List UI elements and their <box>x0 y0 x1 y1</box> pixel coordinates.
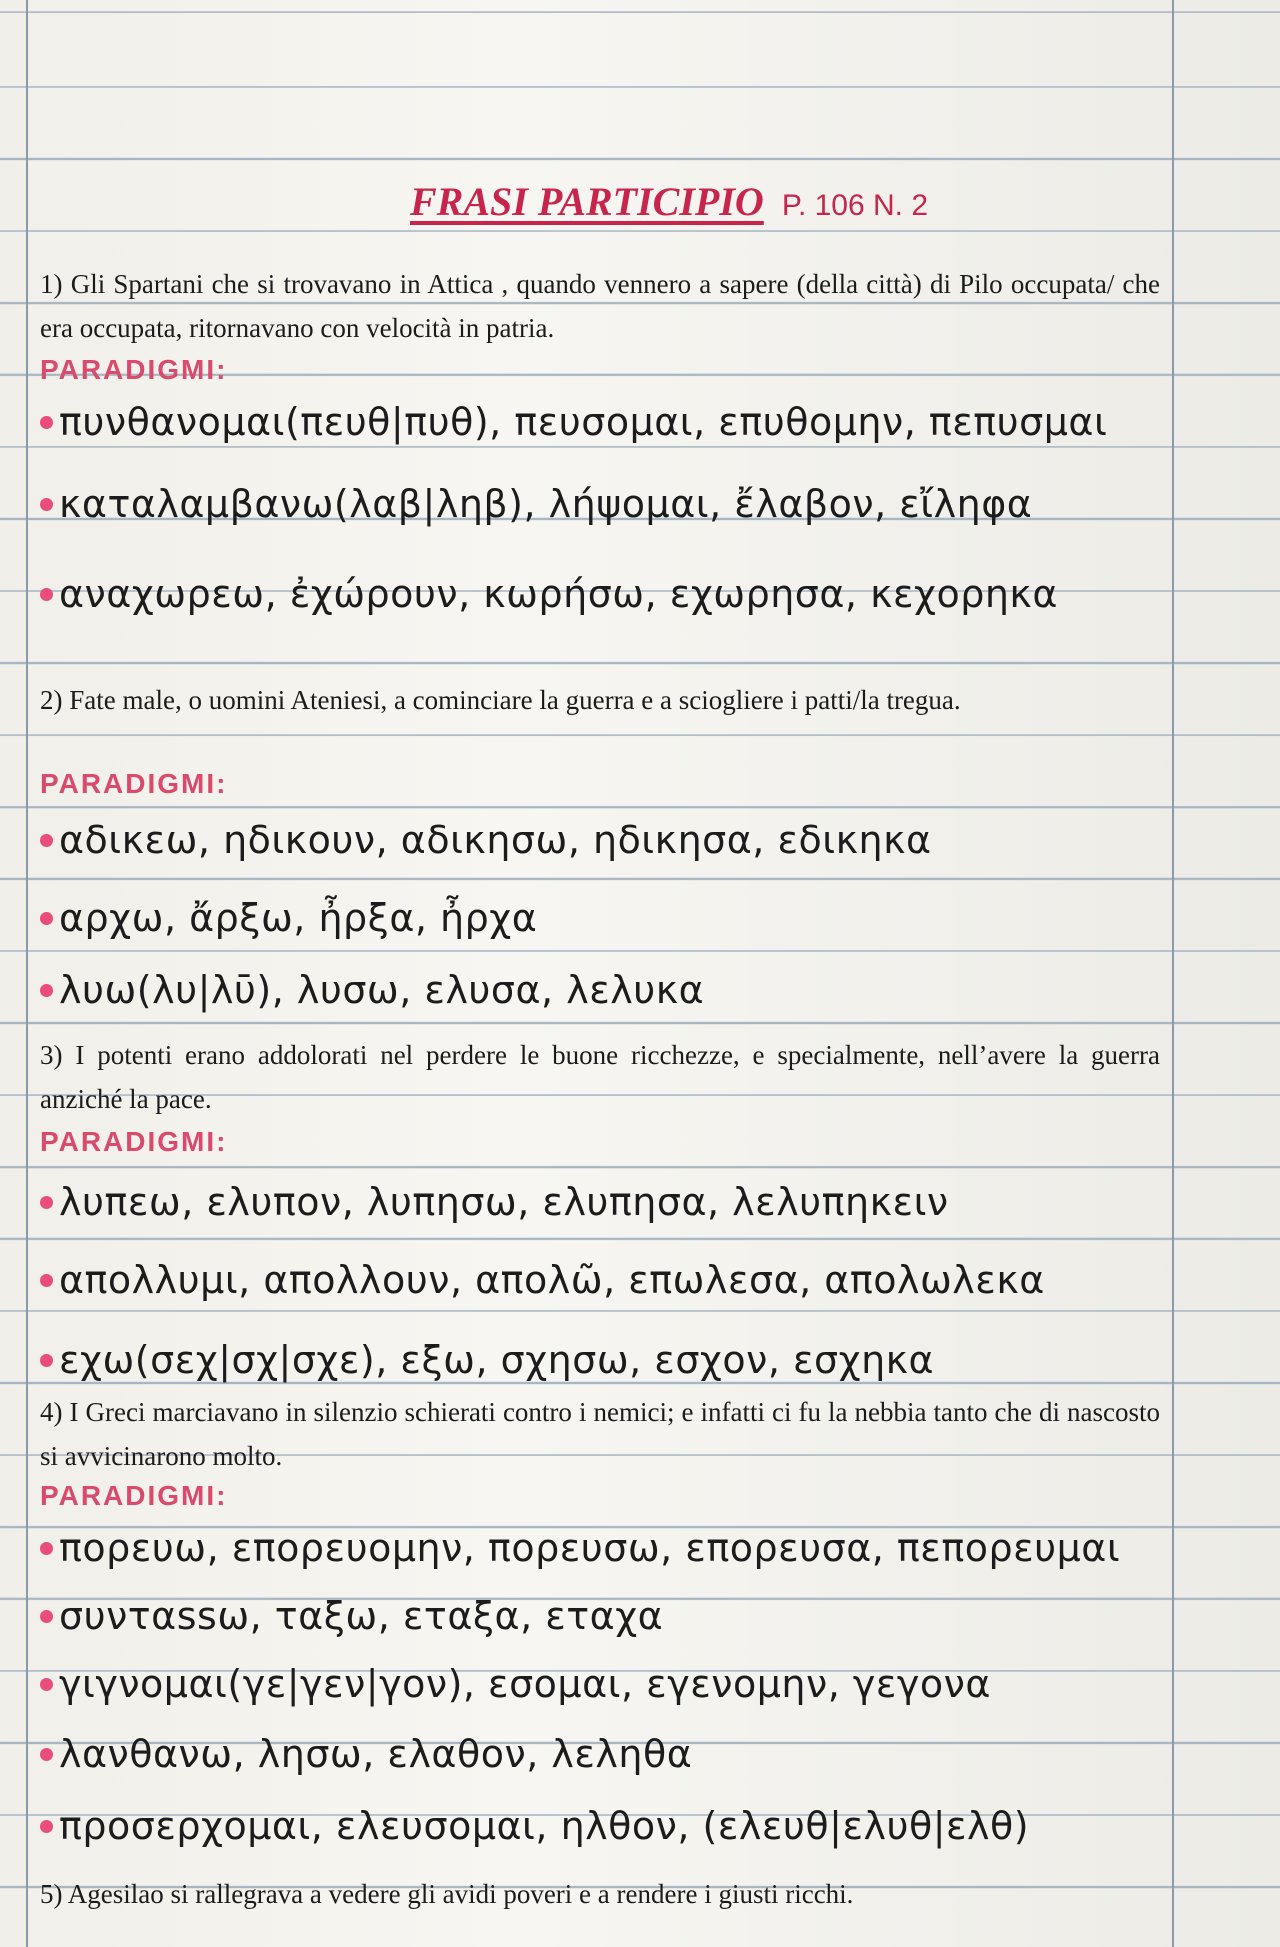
exercise-2-paradigm-label: PARADIGMI: <box>40 768 228 799</box>
exercise-1-paradigm-1: πυνθανομαι(πευθ|πυθ), πευσομαι, επυθομην, πεπυσμαι <box>40 400 1107 444</box>
bullet-dot <box>40 912 53 925</box>
bullet-dot <box>40 1610 53 1623</box>
exercise-3-paradigm-1: λυπεω, ελυπον, λυπησω, ελυπησα, λελυπηκειν <box>40 1180 949 1224</box>
exercise-4-sentence: 4) I Greci marciavano in silenzio schierati contro i nemici; e infatti ci fu la nebbia tanto che di nascosto si avvicinarono molto. <box>40 1397 1160 1471</box>
exercise-1-sentence: 1) Gli Spartani che si trovavano in Attica , quando vennero a sapere (della città) di Pilo occupata/ che era occupata, ritornavano con velocità in patria. <box>40 269 1160 343</box>
page-title: FRASI PARTICIPIO <box>410 179 764 224</box>
exercise-3-paradigm-2: απολλυμι, απολλουν, απολῶ, επωλεσα, απολωλεκα <box>40 1258 1045 1302</box>
bullet-dot <box>40 1354 53 1367</box>
bullet-dot <box>40 1678 53 1691</box>
bullet-dot <box>40 498 53 511</box>
exercise-2-sentence: 2) Fate male, o uomini Ateniesi, a cominciare la guerra e a sciogliere i patti/la tregua. <box>40 685 961 715</box>
exercise-5-sentence: 5) Agesilao si rallegrava a vedere gli avidi poveri e a rendere i giusti ricchi. <box>40 1879 854 1909</box>
bullet-dot <box>40 1820 53 1833</box>
exercise-1-paradigm-label: PARADIGMI: <box>40 354 228 385</box>
exercise-4-paradigm-1: πορευω, επορευομην, πορευσω, επορευσα, πεπορευμαι <box>40 1526 1120 1570</box>
exercise-3-paradigm-label: PARADIGMI: <box>40 1126 228 1157</box>
bullet-dot <box>40 834 53 847</box>
bullet-dot <box>40 416 53 429</box>
title-row <box>410 178 928 225</box>
exercise-2-paradigm-2: αρχω, ἄρξω, ἦρξα, ἦρχα <box>40 896 537 940</box>
bullet-dot <box>40 588 53 601</box>
bullet-dot <box>40 1274 53 1287</box>
exercise-2-paradigm-3: λυω(λυ|λῡ), λυσω, ελυσα, λελυκα <box>40 968 704 1012</box>
title-reference: P. 106 N. 2 <box>781 189 929 222</box>
bullet-dot <box>40 1542 53 1555</box>
exercise-3-sentence: 3) I potenti erano addolorati nel perdere le buone ricchezze, e specialmente, nell’avere la guerra anziché la pace. <box>40 1040 1160 1114</box>
exercise-1-paradigm-3: αναχωρεω, ἐχώρουν, κωρήσω, εχωρησα, κεχορηκα <box>40 572 1058 616</box>
right-margin-line <box>1172 0 1174 1947</box>
bullet-dot <box>40 1196 53 1209</box>
bullet-dot <box>40 1748 53 1761</box>
exercise-4-paradigm-2: συνταssω, ταξω, εταξα, εταχα <box>40 1594 663 1638</box>
exercise-2-paradigm-1: αδικεω, ηδικουν, αδικησω, ηδικησα, εδικηκα <box>40 818 932 862</box>
exercise-4-paradigm-label: PARADIGMI: <box>40 1480 228 1511</box>
exercise-4-paradigm-5: προσερχομαι, ελευσομαι, ηλθον, (ελευθ|ελυθ|ελθ) <box>40 1804 1029 1848</box>
exercise-4-paradigm-3: γιγνομαι(γε|γεν|γον), εσομαι, εγενομην, γεγονα <box>40 1662 991 1706</box>
bullet-dot <box>40 984 53 997</box>
exercise-1-paradigm-2: καταλαμβανω(λαβ|ληβ), λήψομαι, ἔλαβον, εἴληφα <box>40 482 1032 526</box>
exercise-3-paradigm-3: εχω(σεχ|σχ|σχε), εξω, σχησω, εσχον, εσχηκα <box>40 1338 934 1382</box>
left-margin-line <box>26 0 28 1947</box>
exercise-4-paradigm-4: λανθανω, λησω, ελαθον, λεληθα <box>40 1732 692 1776</box>
